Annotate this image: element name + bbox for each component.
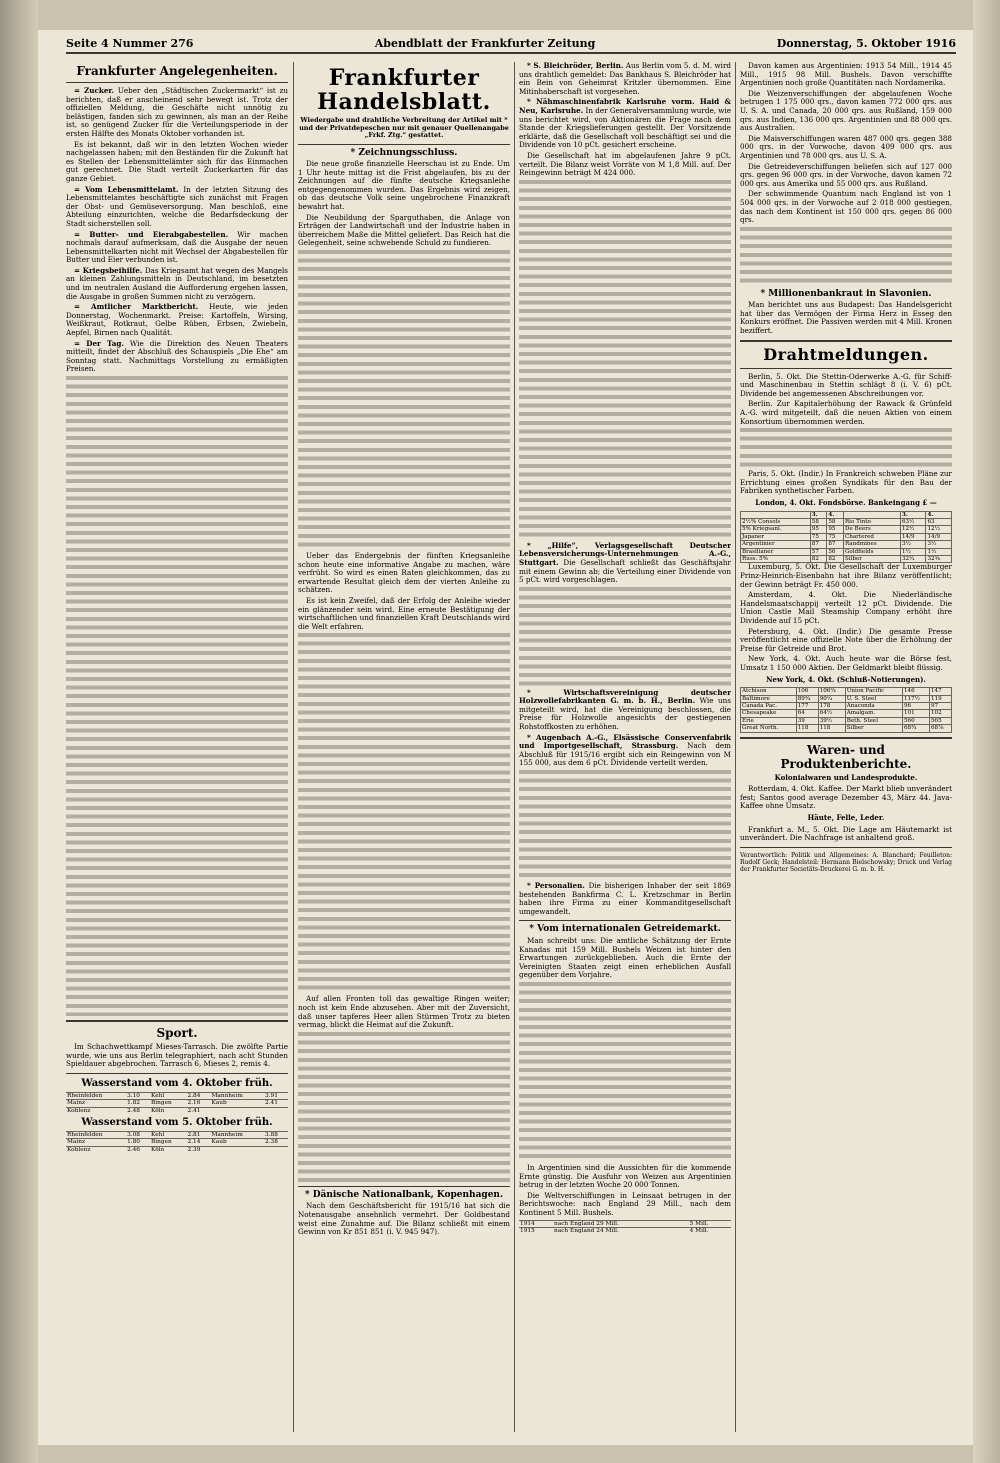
article-zeichnungsschluss-p2: Die Neubildung der Sparguthaben, die Anlage von Erträgen der Landwirtschaft und der Industrie haben in überreichem Maße die Mittel geliefert. Das Reich hat die Gelegenheit, seine schwebende Schuld zu fundieren. — [298, 212, 510, 248]
table-row: Argentinier 87 87 Randmines 3½ 3½ — [741, 541, 952, 548]
dense-text-block — [298, 1032, 510, 1182]
divider — [66, 1073, 288, 1074]
water-cell: Köln — [150, 1146, 186, 1153]
leinsaat-cell: nach England 24 Mill. — [553, 1228, 689, 1235]
divider — [519, 920, 731, 921]
article-personalien: * Personalien. Die bisherigen Inhaber der seit 1869 bestehenden Bankfirma C. L. Kretzschmar in Berlin haben ihre Firma zu einer Kommanditgesellschaft umgewandelt. — [519, 881, 731, 916]
water-cell: 1.80 — [126, 1139, 150, 1147]
article-zeichnungsschluss-p3: Ueber das Endergebnis der fünften Kriegsanleihe schon heute eine informative Angabe zu machen, wäre verfrüht. So wird es einen Raten gleichkommen, das zu erwartende Resultat gleich dem der vierten Anleihe zu schätzen. — [298, 551, 510, 595]
column-frankfurt-affairs — [66, 62, 288, 1437]
article-slavonien: Man berichtet uns aus Budapest: Das Handelsgericht hat über das Vermögen der Firma Herz in Esseg den Konkurs eröffnet. Die Passiven werden mit 4 Mill. Kronen beziffert. — [740, 300, 952, 336]
table-row: 5% Kriegsanl. 95 95 De Beers 12½ 12½ — [741, 526, 952, 533]
water-level-table-2 — [66, 1131, 288, 1154]
table-header: 3. — [900, 511, 926, 518]
water-level-title-2: Wasserstand vom 5. Oktober früh. — [81, 1116, 273, 1128]
table-row: Canada Pac. 177 178 Anaconda 96 97 — [741, 702, 952, 709]
leinsaat-cell: 1915 — [519, 1228, 553, 1235]
divider — [66, 1020, 288, 1022]
dense-text-block — [740, 428, 952, 468]
page-edge — [973, 0, 1000, 1463]
leinsaat-cell: nach England 29 Mill. — [553, 1220, 689, 1228]
article-getreidemarkt-p2: In Argentinien sind die Aussichten für die kommende Ernte günstig. Die Ausfuhr von Weizen aus Argentinien betrug in der letzten Woche 20 000 Tonnen. — [519, 1162, 731, 1190]
reprint-notice: Wiedergabe und drahtliche Verbreitung der Artikel mit * und der Privatdepeschen nur mit genauer Quellenangabe „Frkf. Ztg.“ gestattet. — [299, 116, 509, 139]
article-hilfe: * „Hilfe“, Verlagsgesellschaft Deutscher Lebensversicherungs-Unternehmungen A.-G., Stuttgart. Die Gesellschaft schließt das Geschäftsjahr mit einem Gewinn ab; die Verteilung einer Dividende von 5 pCt. wird vorgeschlagen. — [519, 540, 731, 585]
dense-text-block — [740, 227, 952, 287]
dense-text-block — [519, 982, 731, 1162]
column-markets — [740, 62, 952, 1437]
binding-gutter — [0, 0, 38, 1463]
water-cell: 1.82 — [126, 1100, 150, 1108]
article-augenbach: * Augenbach A.-G., Elsässische Conservenfabrik und Importgesellschaft, Strassburg. Nach dem Abschluß für 1915/16 ergibt sich ein Reingewinn von M 155 000, aus dem 6 pCt. Dividende verteilt werden. — [519, 732, 731, 768]
table-row: Great North. 118 118 Silber 68¾ 68⅞ — [741, 725, 952, 732]
table-row: Atchison 106 106¾ Union Pacific 146 147 — [741, 688, 952, 695]
london-stock-table — [740, 511, 952, 564]
table-row: Erie 39 39½ Beth. Steel 560 565 — [741, 717, 952, 724]
water-cell: 2.16 — [187, 1100, 211, 1108]
divider — [740, 340, 952, 342]
water-cell: 3.88 — [264, 1131, 288, 1139]
dense-text-block — [298, 250, 510, 550]
water-cell: Köln — [150, 1107, 186, 1114]
article-marktbericht: = Amtlicher Marktbericht. Heute, wie jeden Donnerstag, Wochenmarkt. Preise: Kartoffeln, Wirsing, Weißkraut, Rotkraut, Gelbe Rüben, Erbsen, Zwiebeln, Aepfel, Birnen nach Qualität. — [66, 302, 288, 338]
water-cell: Kaub — [210, 1139, 264, 1147]
headline-nationalbank: * Dänische Nationalbank, Kopenhagen. — [304, 1189, 504, 1200]
water-cell: Kaub — [210, 1100, 264, 1108]
table-row: Baltimore 89¾ 90¼ U. S. Steel 117½ 119 — [741, 695, 952, 702]
divider — [740, 368, 952, 369]
article-der-tag: = Der Tag. Wie die Direktion des Neuen Theaters mitteilt, findet der Abschluß des Schauspiels „Die Ehe“ am Sonntag statt. Nachmittags Vorstellung zu ermäßigten Preisen. — [66, 338, 288, 374]
page-header — [66, 32, 956, 54]
water-cell: 2.46 — [126, 1146, 150, 1153]
column-business-news — [519, 62, 731, 1437]
water-cell: 3.10 — [126, 1092, 150, 1100]
water-cell: Mannheim — [210, 1092, 264, 1100]
table-header: 3. — [810, 511, 827, 518]
article-bleichroeder: * S. Bleichröder, Berlin. Aus Berlin vom 5. d. M. wird uns drahtlich gemeldet: Das Bankhaus S. Bleichröder hat ein Bein von Geheimrat Kritzler übernommen. Eine Mitinhaberschaft ist vorgesehen. — [519, 62, 731, 96]
water-cell: Bingen — [150, 1100, 186, 1108]
article-lebensmittelamt: = Vom Lebensmittelamt. In der letzten Sitzung des Lebensmittelamtes beschäftigte sich zunächst mit Fragen der Obst- und Gemüseversorgung. Man beschloß, eine Abteilung einzurichten, welche die Bedarfsdeckung der Stadt sicherstellen soll. — [66, 184, 288, 228]
section-title-drahtmeldungen: Drahtmeldungen. — [763, 344, 929, 364]
article-schwimmend: Der schwimmende Quantum nach England ist von 1 504 000 qrs. in der Vorwoche auf 2 018 000 gestiegen, das nach dem Kontinent ist 150 000 qrs. gegen 86 000 qrs. — [740, 189, 952, 225]
water-cell: 2.41 — [187, 1107, 211, 1114]
article-nationalbank: Nach dem Geschäftsbericht für 1915/16 hat sich die Notenausgabe ansehnlich vermehrt. Der Goldbestand weist eine Zunahme auf. Die Bilanz schließt mit einem Gewinn von Kr 851 851 (i. V. 945 947). — [298, 1201, 510, 1237]
water-cell: Mainz — [66, 1100, 126, 1108]
article-haeute: Frankfurt a. M., 5. Okt. Die Lage am Häutemarkt ist unverändert. Die Nachfrage ist anhaltend groß. — [740, 824, 952, 843]
wire-luxemburg: Luxemburg, 5. Okt. Die Gesellschaft der Luxemburger Prinz-Heinrich-Eisenbahn hat ihre Bilanz veröffentlicht; der Gewinn beträgt Fr. 450 000. — [740, 562, 952, 589]
column-rule — [735, 62, 736, 1432]
water-cell: 3.91 — [264, 1092, 288, 1100]
water-cell: Kehl — [150, 1131, 186, 1139]
article-zeichnungsschluss-p1: Die neue große finanzielle Heerschau ist zu Ende. Um 1 Uhr heute mittag ist die Frist abgelaufen, bis zu der Zeichnungen auf die fünfte deutsche Kriegsanleihe entgegengenommen wurden. Das Ergebnis wird zeigen, ob das deutsche Volk seine ungebrochene Finanzkraft bewahrt hat. — [298, 159, 510, 212]
water-cell: Mannheim — [210, 1131, 264, 1139]
water-cell: Koblenz — [66, 1107, 126, 1114]
dense-text-block — [519, 180, 731, 540]
section-title-handelsblatt: Frankfurter Handelsblatt. — [317, 65, 491, 115]
water-level-table-1 — [66, 1092, 288, 1115]
divider — [298, 144, 510, 145]
imprint: Verantwortlich: Politik und Allgemeines: A. Blanchard; Feuilleton: Rudolf Geck; Handelsteil: Hermann Bielschowsky; Druck und Verlag der Frankfurter Societäts-Druckerei G. m. b. H. — [740, 851, 952, 873]
dense-text-block — [519, 770, 731, 880]
divider — [740, 847, 952, 848]
water-cell: Rheinfelden — [66, 1092, 126, 1100]
headline-getreidemarkt: * Vom internationalen Getreidemarkt. — [529, 924, 721, 935]
article-mais: Die Maisverschiffungen waren 487 000 qrs. gegen 388 000 qrs. in der Vorwoche, davon 409 000 qrs. aus Argentinien und 78 000 qrs. aus U. S. A. — [740, 133, 952, 160]
wire-paris: Paris, 5. Okt. (Indir.) In Frankreich schweben Pläne zur Errichtung eines großen Syndikats für den Bau der Fabriken synthetischer Farben. — [740, 469, 952, 496]
water-cell: 3.08 — [126, 1131, 150, 1139]
headline-zeichnungsschluss: * Zeichnungsschluss. — [350, 147, 458, 158]
article-zucker: = Zucker. Ueber den „Städtischen Zuckermarkt“ ist zu berichten, daß er anscheinend sehr bewegt ist. Trotz der offiziellen Meldung, die Geschäfte nicht unnötig zu belästigen, fanden sich zu gewinnen, als man an der Reihe ist, so genügend Zucker für die Verteilungsperiode in der ersten Hälfte des Monats Oktober vorhanden ist. — [66, 86, 288, 138]
divider — [66, 82, 288, 83]
article-holzwolle: * Wirtschaftsvereinigung deutscher Holzwollefabrikanten G. m. b. H., Berlin. Wie uns mitgeteilt wird, hat die Vereinigung beschlossen, die Preise für Holzwolle angesichts der gestiegenen Rohstoffkosten zu erhöhen. — [519, 687, 731, 732]
divider — [740, 737, 952, 739]
divider — [298, 1186, 510, 1187]
table-row: Japaner 75 75 Chartered 14/9 14/9 — [741, 533, 952, 540]
water-cell: 2.41 — [264, 1100, 288, 1108]
water-cell: Bingen — [150, 1139, 186, 1147]
water-cell: 2.48 — [126, 1107, 150, 1114]
article-haid-neu: * Nähmaschinenfabrik Karlsruhe vorm. Haid & Neu, Karlsruhe. In der Generalversammlung wurde, wie uns berichtet wird, von Aktionären die Frage nach dem Stande der Kriegslieferungen gestellt. Der Vorsitzende erklärte, daß die Gesellschaft voll beschäftigt sei und die Dividende von 10 pCt. gesichert erscheine. — [519, 97, 731, 150]
dense-text-block — [66, 376, 288, 1016]
water-cell: 2.38 — [264, 1139, 288, 1147]
article-kaffee: Rotterdam, 4. Okt. Kaffee. Der Markt blieb unverändert fest; Santos good average Dezember 43, März 44. Java-Kaffee ohne Umsatz. — [740, 784, 952, 811]
headline-slavonien: * Millionenbankraut in Slavonien. — [760, 288, 932, 299]
wire-berlin-1: Berlin, 5. Okt. Die Stettin-Oderwerke A.-G. für Schiff- und Maschinenbau in Stettin schlägt 8 (i. V. 6) pCt. Dividende bei angemessenen Abschreibungen vor. — [740, 371, 952, 398]
leinsaat-cell: 1914 — [519, 1220, 553, 1228]
water-cell: 2.39 — [187, 1146, 211, 1153]
wire-petersburg: Petersburg, 4. Okt. (Indir.) Die gesamte Presse veröffentlicht eine offizielle Note über die Erhöhung der Preise für Getreide und Brot. — [740, 626, 952, 653]
water-cell: 2.81 — [187, 1131, 211, 1139]
leinsaat-cell: 5 Mill. — [689, 1220, 731, 1228]
headline-haeute: Häute, Felle, Leder. — [807, 812, 885, 822]
article-getreidemarkt-p1: Man schreibt uns: Die amtliche Schätzung der Ernte Kanadas mit 159 Mill. Bushels Weizen ist hinter den Erwartungen zurückgeblieben. Auch die Ernte der Vereinigten Staaten zeigt einen erheblichen Ausfall gegenüber dem Vorjahre. — [519, 936, 731, 980]
article-haid-neu-cont: Die Gesellschaft hat im abgelaufenen Jahre 9 pCt. verteilt. Die Bilanz weist Vorräte von M 1,8 Mill. auf. Der Reingewinn beträgt M 424 000. — [519, 150, 731, 178]
wire-amsterdam: Amsterdam, 4. Okt. Die Niederländische Handelsmaatschappij verteilt 12 pCt. Dividende. Die Union Castle Mail Steamship Company erhöht ihre Dividende auf 15 pCt. — [740, 590, 952, 625]
water-cell: Rheinfelden — [66, 1131, 126, 1139]
headline-kolonialwaren: Kolonialwaren und Landesprodukte. — [774, 772, 918, 782]
article-zucker-cont: Es ist bekannt, daß wir in den letzten Wochen wieder nachgelassen haben; mit den Beständen für die Zukunft hat es Stellen der Lebensmittelämter sich für das Einmachen gut gerechnet. Die Stadt verteilt Zuckerkarten für das ganze Gebiet. — [66, 139, 288, 183]
dense-text-block — [519, 587, 731, 687]
table-header — [741, 511, 811, 518]
leinsaat-cell: 4 Mill. — [689, 1228, 731, 1235]
table-row: Chesapeake 64 64½ Amalgam. 101 102 — [741, 710, 952, 717]
column-handelsblatt — [298, 62, 510, 1437]
section-title-waren: Waren- und Produktenberichte. — [780, 742, 912, 771]
article-getreidemarkt-p3: Die Weltverschiffungen in Leinsaat betrugen in der Berichtswoche: nach England 29 Mill., nach dem Kontinent 5 Mill. Bushels. — [519, 1190, 731, 1217]
article-zeichnungsschluss-p4: Es ist kein Zweifel, daß der Erfolg der Anleihe wieder ein glänzender sein wird. Eine erneute Bestätigung der wirtschaftlichen und finanziellen Kraft Deutschlands wird die Welt erfahren. — [298, 596, 510, 631]
ny-table-title: New York, 4. Okt. (Schluß-Notierungen). — [766, 674, 926, 684]
header-date: Donnerstag, 5. Oktober 1916 — [776, 37, 956, 50]
leinsaat-table — [519, 1220, 731, 1235]
article-getreide: Die Getreideverschiffungen beliefen sich auf 127 000 qrs. gegen 96 000 qrs. in der Vorwoche, davon kamen 72 000 qrs. aus Amerika und 55 000 qrs. aus Rußland. — [740, 161, 952, 188]
table-header — [843, 511, 900, 518]
column-rule — [514, 62, 515, 1432]
header-masthead: Abendblatt der Frankfurter Zeitung — [374, 37, 596, 50]
table-row: Russ. 5% 82 82 Silber 32¼ 32⅜ — [741, 556, 952, 563]
header-page-number: Seite 4 Nummer 276 — [66, 37, 194, 50]
article-schach: Im Schachwettkampf Mieses-Tarrasch. Die zwölfte Partie wurde, wie uns aus Berlin telegraphiert, nach acht Stunden Spieldauer abgebrochen. Tarrasch 6, Mieses 2, remis 4. — [66, 1042, 288, 1069]
water-level-title-1: Wasserstand vom 4. Oktober früh. — [81, 1077, 273, 1089]
table-row: Brasilianer 57 56 Goldfields 1½ 1½ — [741, 548, 952, 555]
water-cell: Mainz — [66, 1139, 126, 1147]
article-kriegsbeihilfe: = Kriegsbeihilfe. Das Kriegsamt hat wegen des Mangels an kleinen Zahlungsmitteln in Deutschland, im besetzten und im neutralen Ausland die Aufforderung ergehen lassen, die Ausgabe in großen Summen nicht zu verzögern. — [66, 265, 288, 301]
dense-text-block — [298, 633, 510, 993]
water-cell: Kehl — [150, 1092, 186, 1100]
table-header: 4. — [926, 511, 952, 518]
section-title-frankfurt-affairs: Frankfurter Angelegenheiten. — [76, 64, 278, 78]
article-zeichnungsschluss-p5: Auf allen Fronten toll das gewaltige Ringen weiter; noch ist kein Ende abzusehen. Aber mit der Zuversicht, daß unser tapferes Heer allen Stürmen Trotz zu bieten vermag, blickt die Heimat auf die Zukunft. — [298, 994, 510, 1030]
table-header: 4. — [827, 511, 844, 518]
section-title-sport: Sport. — [156, 1026, 198, 1040]
wire-berlin-2: Berlin. Zur Kapitalerhöhung der Rawack & Grünfeld A.-G. wird mitgeteilt, daß die neuen Aktien von einem Konsortium übernommen werden. — [740, 399, 952, 426]
water-cell: Koblenz — [66, 1146, 126, 1153]
column-rule — [293, 62, 294, 1432]
new-york-stock-table — [740, 687, 952, 732]
article-argentinien: Davon kamen aus Argentinien: 1913 54 Mill., 1914 45 Mill., 1915 98 Mill. Bushels. Davon verschiffte Argentinien noch große Quantitäten nach Nordamerika. — [740, 62, 952, 88]
london-table-title: London, 4. Okt. Fondsbörse. Bankeingang £ — — [755, 498, 937, 507]
wire-new-york: New York, 4. Okt. Auch heute war die Börse fest, Umsatz 1 150 000 Aktien. Der Geldmarkt bleibt flüssig. — [740, 654, 952, 672]
article-weizen: Die Weizenverschiffungen der abgelaufenen Woche betrugen 1 175 000 qrs., davon kamen 772 000 qrs. aus U. S. A. und Canada, 20 000 qrs. aus Rußland, 159 000 qrs. aus Indien, 136 000 qrs. Argentinien und 88 000 qrs. aus Australien. — [740, 88, 952, 133]
water-cell: 2.84 — [187, 1092, 211, 1100]
table-row: 2½% Consols 58 58 Rio Tinto 63½ 63 — [741, 519, 952, 526]
water-cell: 2.14 — [187, 1139, 211, 1147]
article-butter-eier: = Butter- und Eierabgabestellen. Wir machen nochmals darauf aufmerksam, daß die Ausgabe der neuen Lebensmittelkarten nicht mit Wechsel der Abgabestellen für Butter und Eier verbunden ist. — [66, 229, 288, 265]
